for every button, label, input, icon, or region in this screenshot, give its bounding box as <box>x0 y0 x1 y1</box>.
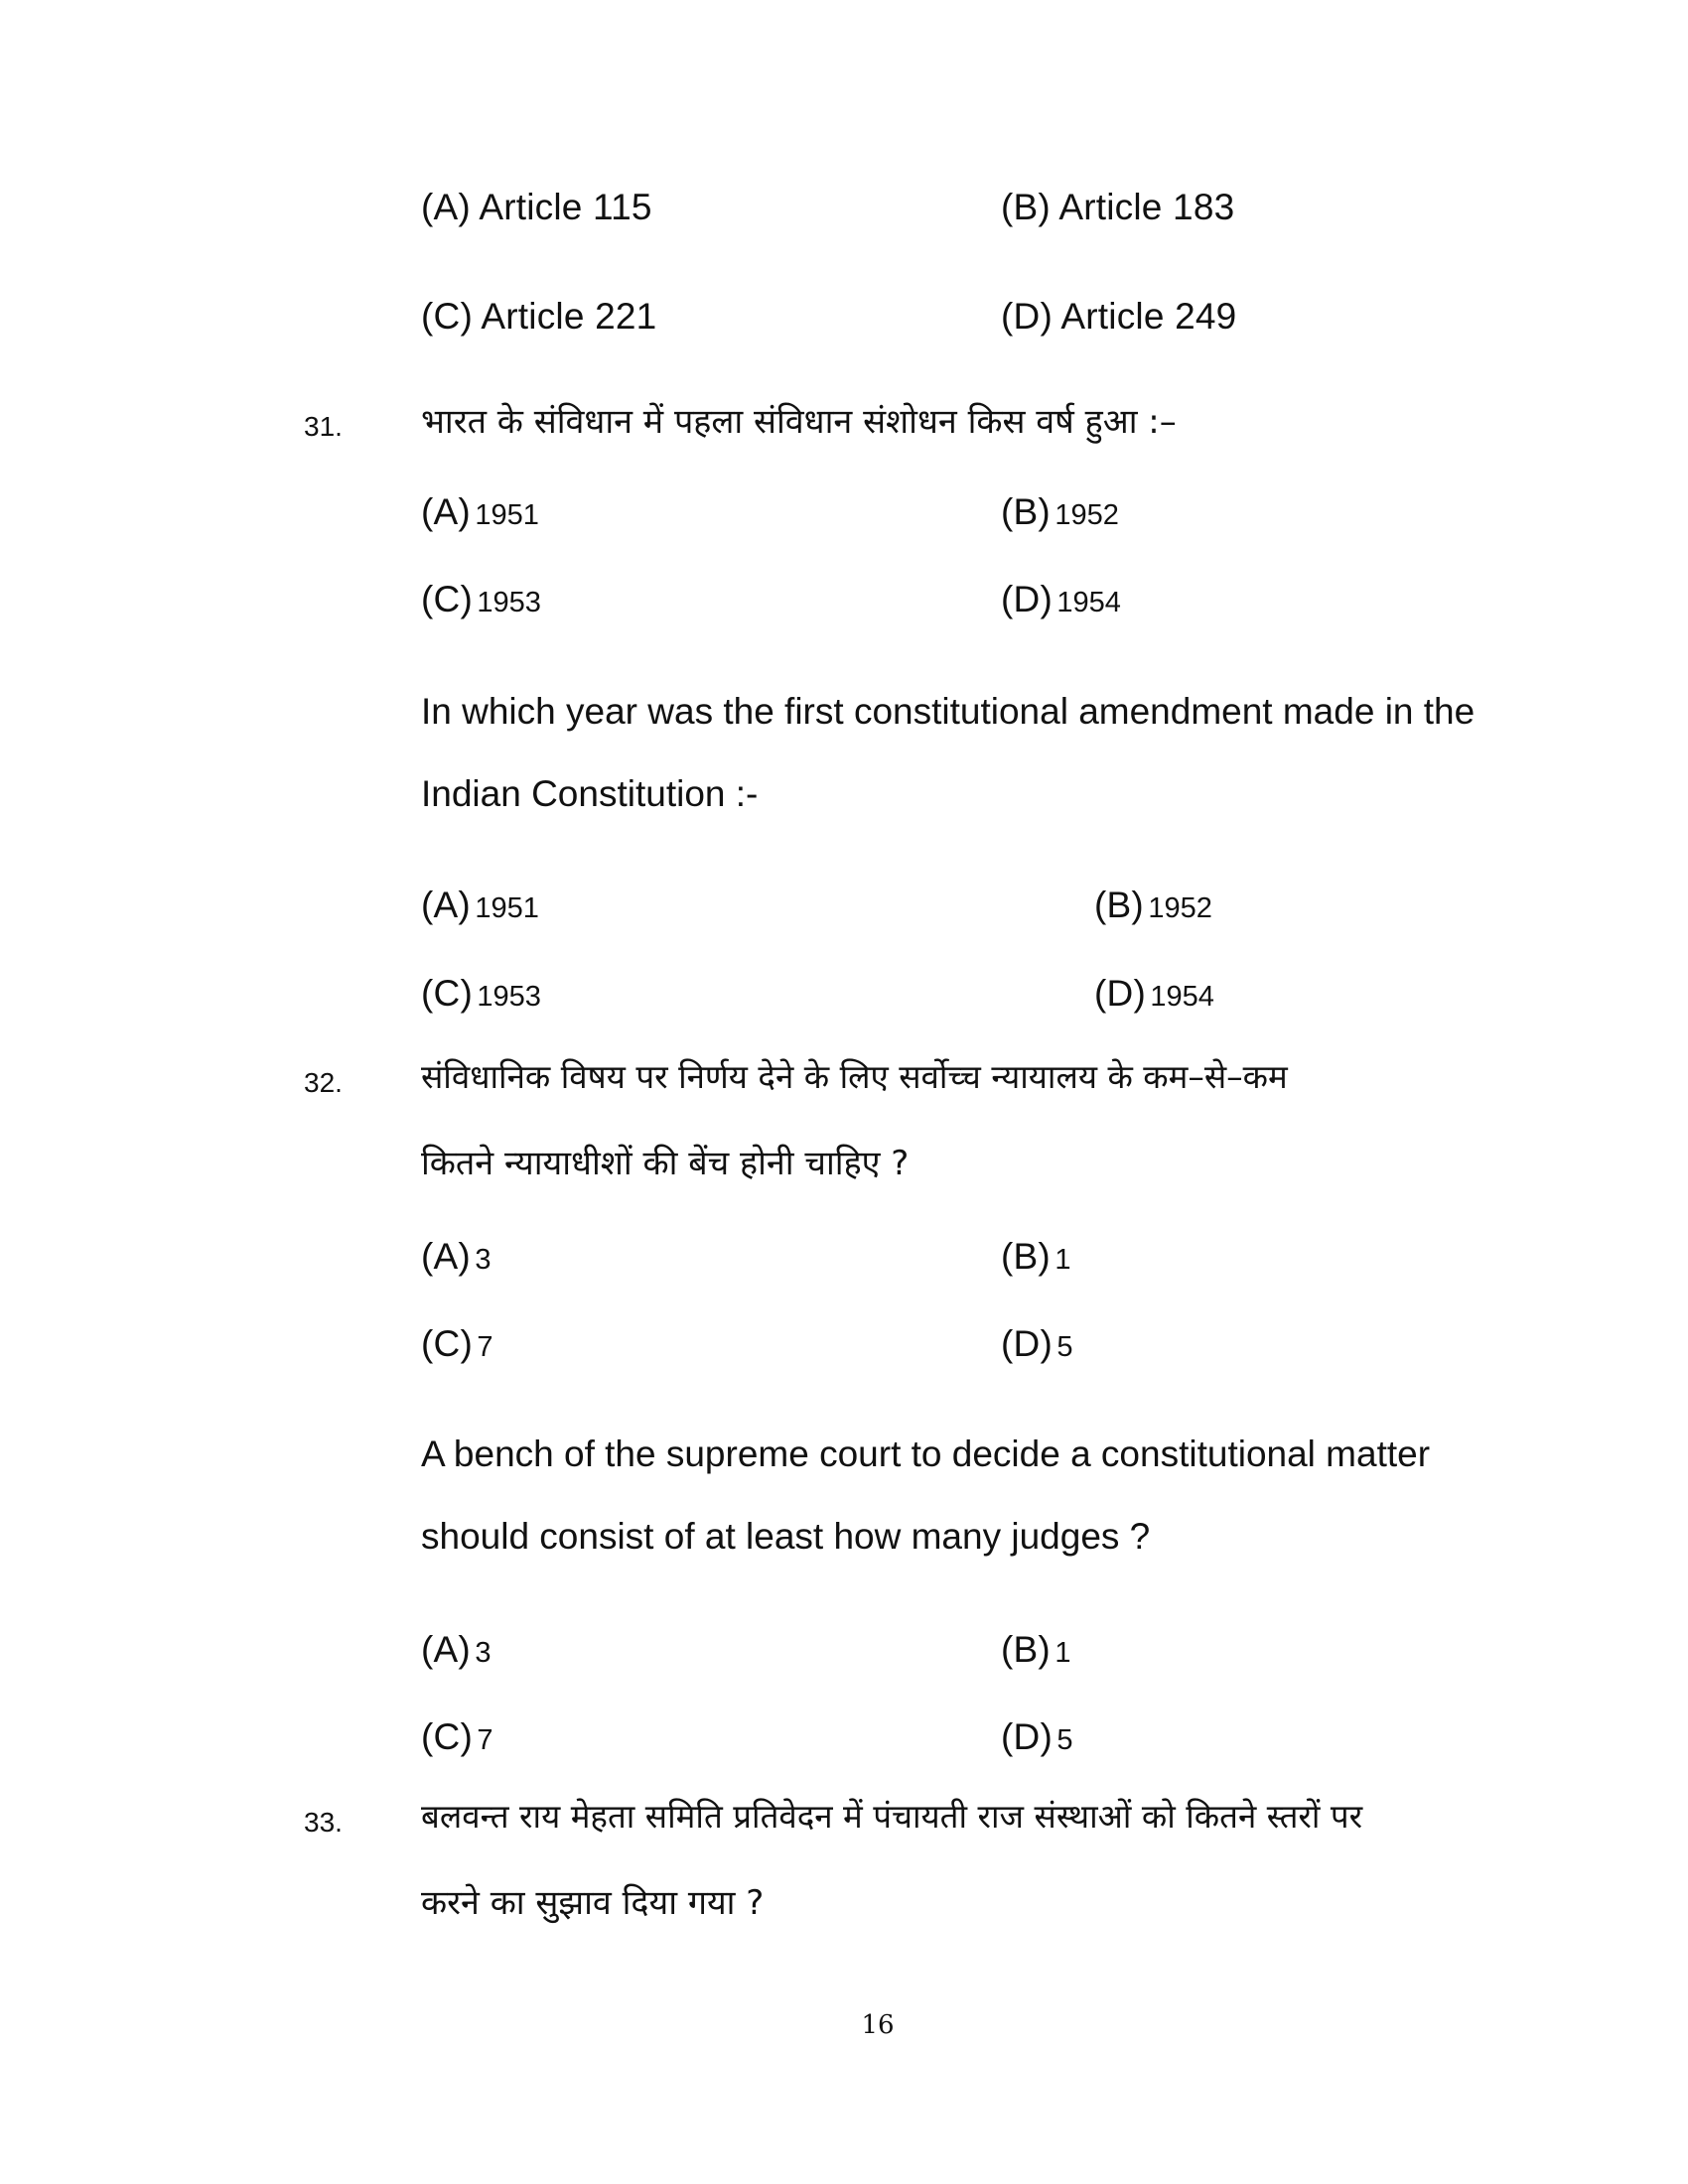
q32-hindi-option-b <box>1001 1238 1071 1275</box>
q31-english-option-a <box>421 887 539 923</box>
option-label: (C) <box>421 973 473 1014</box>
option-label: (D) <box>1001 579 1053 619</box>
option-value: 1 <box>1055 1637 1071 1669</box>
option-value: 7 <box>477 1331 493 1363</box>
option-value: 3 <box>475 1244 492 1276</box>
q30-option-a: (A) Article 115 <box>421 187 652 227</box>
q31-english-option-b <box>1094 887 1212 923</box>
q31-hindi-option-d <box>1001 581 1121 617</box>
option-value: 5 <box>1056 1331 1073 1363</box>
option-label: (A) <box>421 1629 471 1670</box>
option-label: (D) <box>1001 1323 1053 1364</box>
q31-hindi-option-a <box>421 493 539 530</box>
question-number-33: 33. <box>304 1807 343 1838</box>
option-value: 1952 <box>1055 499 1119 531</box>
q32-hindi-option-d <box>1001 1325 1073 1362</box>
q32-hindi-text-line2: कितने न्यायाधीशों की बेंच होनी चाहिए ? <box>421 1144 910 1183</box>
q30-option-c: (C) Article 221 <box>421 296 657 337</box>
option-label: (C) <box>421 1716 473 1757</box>
option-value: 3 <box>475 1637 492 1669</box>
q31-hindi-option-c <box>421 581 541 617</box>
option-label: (B) <box>1094 885 1144 925</box>
option-value: 1954 <box>1056 587 1121 618</box>
q33-hindi-text-line1: बलवन्त राय मेहता समिति प्रतिवेदन में पंचायती राज संस्थाओं को कितने स्तरों पर <box>421 1797 1363 1836</box>
q31-hindi-text: भारत के संविधान में पहला संविधान संशोधन किस वर्ष हुआ :– <box>421 402 1177 442</box>
option-value: 1 <box>1055 1244 1071 1276</box>
q32-english-option-c <box>421 1718 493 1755</box>
option-label: (C) <box>421 1323 473 1364</box>
q32-english-option-d <box>1001 1718 1073 1755</box>
option-value: 1951 <box>475 892 539 924</box>
q31-english-text-line1: In which year was the first constitutional amendment made in the <box>421 691 1476 732</box>
option-label: (B) <box>1001 1236 1051 1277</box>
q33-hindi-text-line2: करने का सुझाव दिया गया ? <box>421 1883 765 1923</box>
option-label: (D) <box>1094 973 1146 1014</box>
option-label: (A) <box>421 491 471 532</box>
question-number-31: 31. <box>304 411 343 442</box>
page-number: 16 <box>861 2010 895 2040</box>
q32-english-text-line1: A bench of the supreme court to decide a constitutional matter <box>421 1433 1431 1474</box>
q30-option-b: (B) Article 183 <box>1001 187 1235 227</box>
q31-english-text-line2: Indian Constitution :- <box>421 773 759 814</box>
q32-english-option-b <box>1001 1631 1071 1668</box>
option-value: 1952 <box>1148 892 1212 924</box>
option-value: 1951 <box>475 499 539 531</box>
option-value: 7 <box>477 1724 493 1756</box>
q31-english-option-c <box>421 975 541 1012</box>
q32-hindi-option-c <box>421 1325 493 1362</box>
q32-english-text-line2: should consist of at least how many judges ? <box>421 1516 1151 1557</box>
option-value: 1953 <box>477 587 541 618</box>
option-label: (D) <box>1001 1716 1053 1757</box>
option-value: 1953 <box>477 981 541 1013</box>
option-value: 5 <box>1056 1724 1073 1756</box>
option-label: (A) <box>421 1236 471 1277</box>
q30-option-d: (D) Article 249 <box>1001 296 1237 337</box>
q31-english-option-d <box>1094 975 1214 1012</box>
question-number-32: 32. <box>304 1067 343 1098</box>
q32-hindi-text-line1: संविधानिक विषय पर निर्णय देने के लिए सर्वोच्च न्यायालय के कम–से–कम <box>421 1057 1288 1096</box>
option-label: (B) <box>1001 1629 1051 1670</box>
q31-hindi-option-b <box>1001 493 1119 530</box>
option-value: 1954 <box>1150 981 1214 1013</box>
option-label: (C) <box>421 579 473 619</box>
option-label: (A) <box>421 885 471 925</box>
q32-hindi-option-a <box>421 1238 492 1275</box>
option-label: (B) <box>1001 491 1051 532</box>
q32-english-option-a <box>421 1631 492 1668</box>
